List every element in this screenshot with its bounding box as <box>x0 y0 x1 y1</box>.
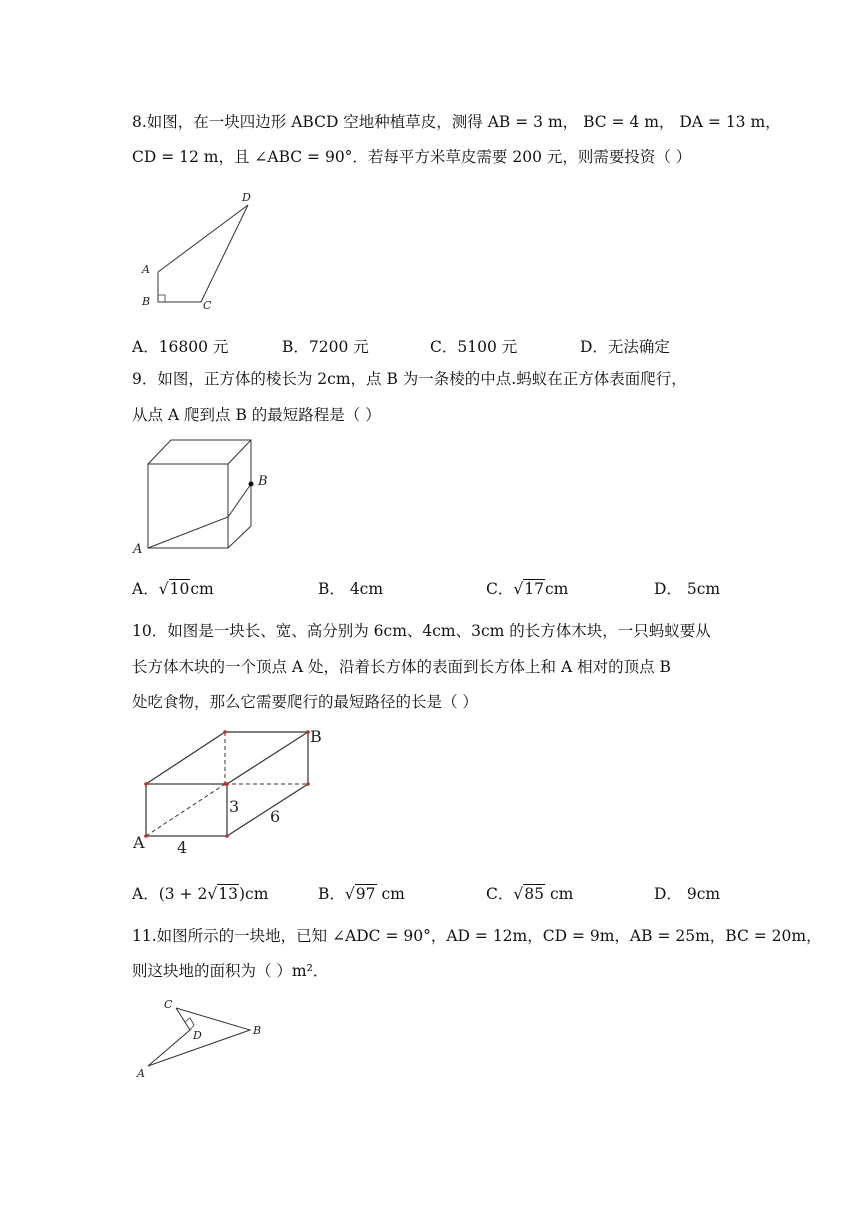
q8-option-d[interactable]: D．无法确定 <box>580 338 670 356</box>
q10-stem-line-2: 长方体木块的一个顶点 A 处，沿着长方体的表面到长方体上和 A 相对的顶点 B <box>132 658 671 676</box>
q9-label-b: B <box>258 474 268 489</box>
q11-label-b: B <box>253 1024 262 1037</box>
q8-option-c[interactable]: C．5100 元 <box>430 338 518 356</box>
q8-label-d: D <box>242 191 251 204</box>
q10-option-d[interactable]: D． 9cm <box>654 885 721 903</box>
q11-label-a: A <box>137 1067 145 1080</box>
q11-label-d: D <box>193 1029 202 1042</box>
q8-option-b[interactable]: B．7200 元 <box>282 338 369 356</box>
q10-option-b[interactable]: B．√97 cm <box>318 885 405 903</box>
q9-option-b[interactable]: B． 4cm <box>318 580 384 598</box>
q9-option-a[interactable]: A．√10cm <box>132 580 214 598</box>
q8-stem-line-2: CD = 12 m，且 ∠ABC = 90°．若每平方米草皮需要 200 元，则需要投资（ ） <box>132 148 692 166</box>
q11-stem-line-2: 则这块地的面积为（ ）m²． <box>132 962 329 980</box>
q10-label-length: 6 <box>270 807 281 826</box>
q11-label-c: C <box>164 998 173 1011</box>
q9-label-a: A <box>133 542 143 557</box>
q9-option-c[interactable]: C．√17cm <box>486 580 569 598</box>
q8-label-a: A <box>142 263 150 276</box>
q9-stem-line-2: 从点 A 爬到点 B 的最短路程是（ ） <box>132 406 381 424</box>
q9-option-a-radicand: 10 <box>169 580 190 598</box>
q8-stem-line-1: 8.如图，在一块四边形 ABCD 空地种植草皮，测得 AB = 3 m， BC = 4 m， DA = 13 m， <box>132 113 781 131</box>
q10-label-b: B <box>310 727 322 746</box>
q9-stem-line-1: 9．如图，正方体的棱长为 2cm，点 B 为一条棱的中点.蚂蚁在正方体表面爬行， <box>132 370 687 388</box>
q9-option-c-radicand: 17 <box>524 580 544 598</box>
q10-stem-line-1: 10．如图是一块长、宽、高分别为 6cm、4cm、3cm 的长方体木块，一只蚂蚁要从 <box>132 622 711 640</box>
q10-label-height: 3 <box>229 797 240 816</box>
q9-option-d[interactable]: D． 5cm <box>654 580 721 598</box>
q10-option-c[interactable]: C．√85 cm <box>486 885 574 903</box>
q10-label-width: 4 <box>177 838 188 857</box>
q10-label-a: A <box>133 833 145 852</box>
q8-label-c: C <box>203 299 212 312</box>
q8-label-b: B <box>142 295 151 308</box>
q10-stem-line-3: 处吃食物，那么它需要爬行的最短路径的长是（ ） <box>132 693 478 711</box>
q11-stem-line-1: 11.如图所示的一块地，已知 ∠ADC = 90°，AD = 12m，CD = 9m，AB = 25m，BC = 20m， <box>132 927 822 945</box>
q8-option-a[interactable]: A．16800 元 <box>132 338 229 356</box>
q10-option-a[interactable]: A．(3 + 2√13)cm <box>132 885 269 903</box>
